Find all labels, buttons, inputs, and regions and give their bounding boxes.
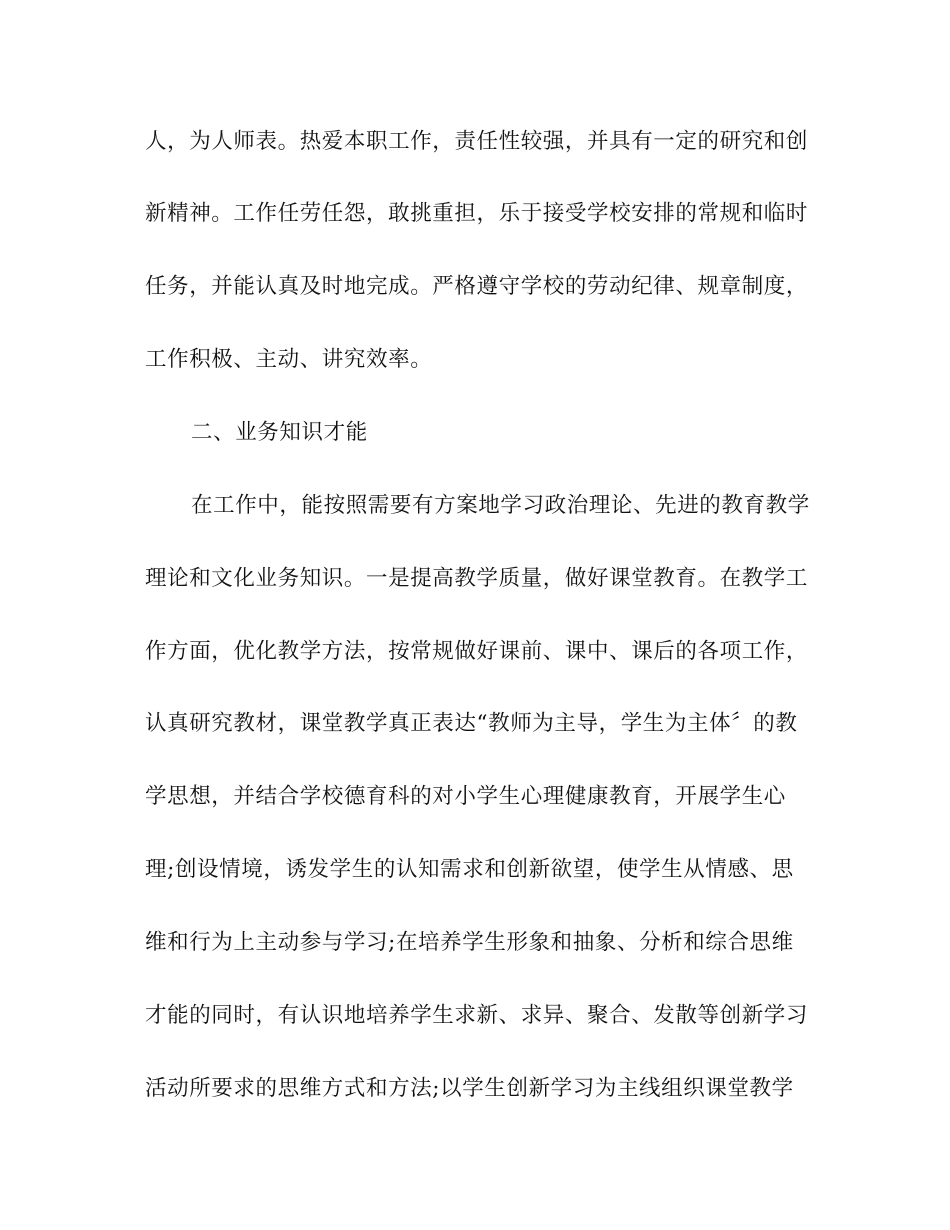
text-line-14: 活动所要求的思维方式和方法;以学生创新学习为主线组织课堂教学 [145,1076,794,1101]
text-line-7: 理论和文化业务知识。一是提高教学质量，做好课堂教育。在教学工 [145,566,809,591]
text-line-12: 维和行为上主动参与学习;在培养学生形象和抽象、分析和综合思维 [145,930,794,955]
text-line-13: 才能的同时，有认识地培养学生求新、求异、聚合、发散等创新学习 [145,1003,809,1028]
text-line-9: 认真研究教材，课堂教学真正表达“教师为主导，学生为主体〞的教 [145,711,798,736]
text-line-2: 新精神。工作任劳任怨，敢挑重担，乐于接受学校安排的常规和临时 [145,201,809,226]
text-line-4: 工作积极、主动、讲究效率。 [145,347,433,372]
text-line-10: 学思想，并结合学校德育科的对小学生心理健康教育，开展学生心 [145,784,786,809]
text-line-1: 人，为人师表。热爱本职工作，责任性较强，并具有一定的研究和创 [145,129,809,154]
text-line-11: 理;创设情境，诱发学生的认知需求和创新欲望，使学生从情感、思 [145,857,794,882]
text-line-3: 任务，并能认真及时地完成。严格遵守学校的劳动纪律、规章制度， [145,274,809,299]
section-heading: 二、业务知识才能 [191,420,368,445]
text-line-8: 作方面，优化教学方法，按常规做好课前、课中、课后的各项工作， [145,639,809,664]
paragraph-first-line: 在工作中，能按照需要有方案地学习政治理论、先进的教育教学 [191,493,810,518]
